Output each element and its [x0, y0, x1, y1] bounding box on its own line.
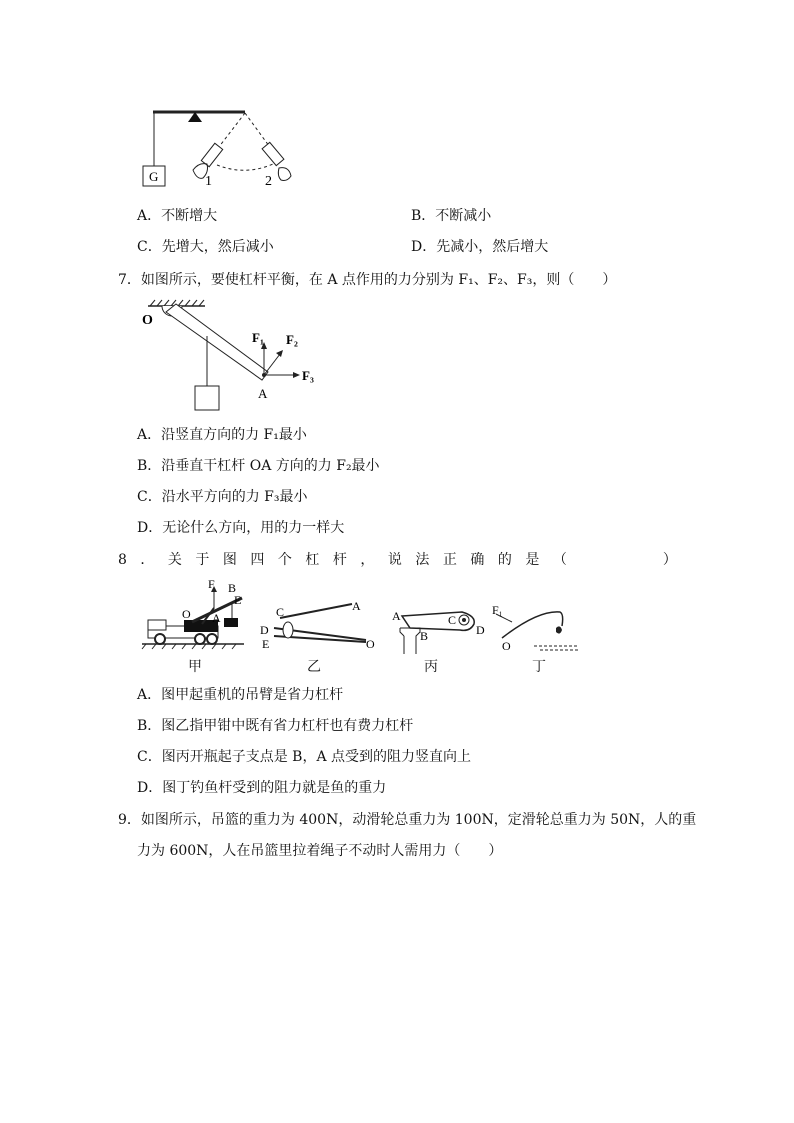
q7-label-f3: F₃ — [302, 368, 314, 383]
q8-crane-figure — [140, 578, 250, 650]
q7-weight-box — [195, 386, 219, 410]
q8-clipper-label-c: C — [276, 605, 285, 619]
q6-weight-label: G — [149, 169, 159, 184]
q8-clipper-figure — [258, 598, 378, 652]
q7-f2-arrow — [264, 354, 280, 375]
q8-option-a: A．图甲起重机的吊臂是省力杠杆 — [137, 687, 344, 703]
q8-opener-figure — [390, 606, 486, 656]
q7-f2-head — [276, 350, 283, 357]
q6-dash-left — [215, 113, 245, 152]
q8-crane-label-o: O — [182, 607, 191, 621]
q6-hand-2 — [278, 168, 291, 181]
q8-opener-bottle — [400, 628, 420, 654]
q7-label-a: A — [258, 386, 268, 401]
q6-arc — [217, 164, 273, 170]
q6-option-d: D．先减小，然后增大 — [411, 239, 549, 255]
q7-option-a: A．沿竖直方向的力 F₁最小 — [137, 427, 307, 443]
q8-caption-ding: 丁 — [532, 659, 546, 675]
q8-crane-label-f: F — [208, 578, 215, 591]
q6-option-b: B．不断减小 — [411, 208, 492, 224]
q9-stem-line1: 9．如图所示，吊篮的重力为 400N，动滑轮总重力为 100N，定滑轮总重力为 50N，人的重 — [118, 812, 697, 828]
q8-caption-yi: 乙 — [307, 659, 321, 675]
q8-rod-label-o: O — [502, 639, 511, 653]
q7-label-f2: F₂ — [286, 332, 298, 347]
q8-clipper-label-o: O — [366, 637, 375, 651]
q8-opener-label-b: B — [420, 629, 429, 643]
q8-opener-label-c: C — [448, 613, 457, 627]
q6-spring-scale-2 — [262, 142, 284, 165]
q8-rod-figure — [490, 604, 586, 660]
q8-rod-label-f1: F₁ — [492, 604, 503, 617]
q8-option-b: B．图乙指甲钳中既有省力杠杆也有费力杠杆 — [137, 718, 414, 734]
q8-caption-bing: 丙 — [424, 659, 438, 675]
q8-opener-label-a: A — [392, 609, 401, 623]
q9-stem-line2: 力为 600N，人在吊篮里拉着绳子不动时人需用力（ ） — [137, 843, 503, 859]
q7-option-d: D．无论什么方向，用的力一样大 — [137, 520, 345, 536]
q8-rod-fish — [556, 626, 562, 633]
q7-option-c: C．沿水平方向的力 F₃最小 — [137, 489, 308, 505]
q8-crane-cab — [148, 620, 166, 630]
q6-option-a: A．不断增大 — [137, 208, 218, 224]
q8-stem: 8．关于图四个杠杆，说法正确的是（ ） — [118, 552, 691, 568]
q7-option-b: B．沿垂直干杠杆 OA 方向的力 F₂最小 — [137, 458, 380, 474]
q6-pos2-label: 2 — [265, 174, 272, 189]
q8-opener-label-d: D — [476, 623, 485, 637]
q8-rod — [502, 612, 563, 638]
q8-clipper-lever — [280, 604, 352, 618]
q8-crane-wheel-1 — [155, 634, 165, 644]
q8-crane-wheel-2 — [195, 634, 205, 644]
q8-crane-wheel-3 — [207, 634, 217, 644]
q8-clipper-label-a: A — [352, 599, 361, 613]
q8-option-c: C．图丙开瓶起子支点是 B，A 点受到的阻力竖直向上 — [137, 749, 472, 765]
q7-label-f1: F₁ — [252, 330, 264, 345]
q8-crane-label-a: A — [212, 611, 221, 625]
q8-crane-label-b: B — [228, 581, 237, 595]
q6-lever-figure — [135, 100, 315, 192]
q8-clipper-pin — [283, 622, 293, 638]
q8-crane-label-e: E — [234, 593, 242, 607]
q8-option-d: D．图丁钓鱼杆受到的阻力就是鱼的重力 — [137, 780, 387, 796]
q7-stem: 7．如图所示，要使杠杆平衡，在 A 点作用的力分别为 F₁、F₂、F₃，则（ ） — [118, 272, 617, 288]
q8-clipper-label-e: E — [262, 637, 270, 651]
q8-crane-load — [224, 618, 238, 627]
q7-lever-figure — [140, 298, 325, 416]
q8-opener-ring-inner — [462, 618, 466, 622]
q6-option-c: C．先增大，然后减小 — [137, 239, 274, 255]
q8-rod-water — [534, 646, 578, 650]
q8-clipper-label-d: D — [260, 623, 269, 637]
q7-f3-head — [293, 372, 300, 378]
q6-pos1-label: 1 — [205, 174, 212, 189]
q8-caption-jia: 甲 — [188, 659, 202, 675]
q7-label-o: O — [142, 313, 153, 328]
